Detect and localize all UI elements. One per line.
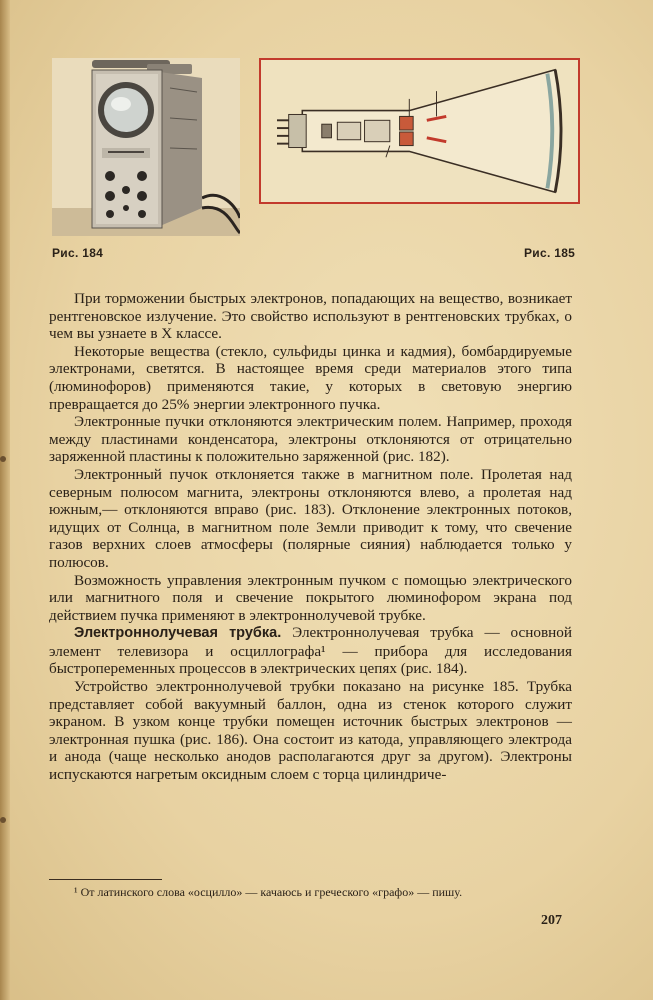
crt-diagram — [259, 58, 580, 204]
paragraph: Электронный пучок отклоняется также в магнитном поле. Пролетая над северным полюсом магнита, электроны отклоняются влево, а пролетая над южным,— отклоняются вправо (рис. 183). Отклонение электронных потоков, идущих от Солнца, в магнитном поле Земли приводит к тому, что свечение газов верхних слоев атмосферы (полярные сияния) наблюдается только у полюсов. — [49, 465, 572, 571]
crt-paragraph — [49, 624, 572, 678]
paragraph: Некоторые вещества (стекло, сульфиды цинка и кадмия), бомбардируемые электронами, светятся. В настоящее время среди материалов этого типа (люминофоров) применяются такие, у которых в световую энергию превращается до 25% энергии электронного пучка. — [49, 342, 572, 413]
section-heading: Электроннолучевая трубка. — [74, 625, 282, 642]
figure-185-caption: Рис. 185 — [524, 246, 576, 260]
footnote-divider — [49, 879, 162, 880]
spine-mark — [0, 817, 6, 823]
main-text — [49, 290, 572, 784]
paragraph: Электронные пучки отклоняются электрическим полем. Например, проходя между пластинами конденсатора, электроны отклоняются от отрицательно заряженной пластины к положительно заряженной (рис. 182). — [49, 413, 572, 466]
paragraph-text: Электроннолучевая трубка — основной элемент телевизора и осциллографа¹ — прибора для исследования быстропеременных процессов в электрических цепях (рис. 184). — [49, 624, 572, 678]
paragraph: Устройство электроннолучевой трубки показано на рисунке 185. Трубка представляет собой вакуумный баллон, одна из стенок которого служит экраном. В узком конце трубки помещен источник быстрых электронов — электронная пушка (рис. 186). Она состоит из катода, управляющего электрода и анода (чаще несколько анодов располагаются друг за другом). Электроны испускаются нагретым оксидным слоем с торца цилиндриче- — [49, 678, 572, 784]
figure-184-caption: Рис. 184 — [52, 246, 104, 260]
spine-mark — [0, 456, 6, 462]
book-spine — [0, 0, 10, 1000]
page-number: 207 — [541, 913, 562, 928]
paragraph: Возможность управления электронным пучком с помощью электрического или магнитного поля и свечение покрытого люминофором экрана под действием пучка применяют в электроннолучевой трубке. — [49, 571, 572, 624]
oscilloscope-photo — [52, 58, 240, 236]
paragraph: При торможении быстрых электронов, попадающих на вещество, возникает рентгеновское излучение. Это свойство используют в рентгеновских трубках, о чем вы узнаете в X классе. — [49, 290, 572, 343]
footnote: ¹ От латинского слова «осцилло» — качаюсь и греческого «графо» — пишу. — [74, 885, 463, 899]
